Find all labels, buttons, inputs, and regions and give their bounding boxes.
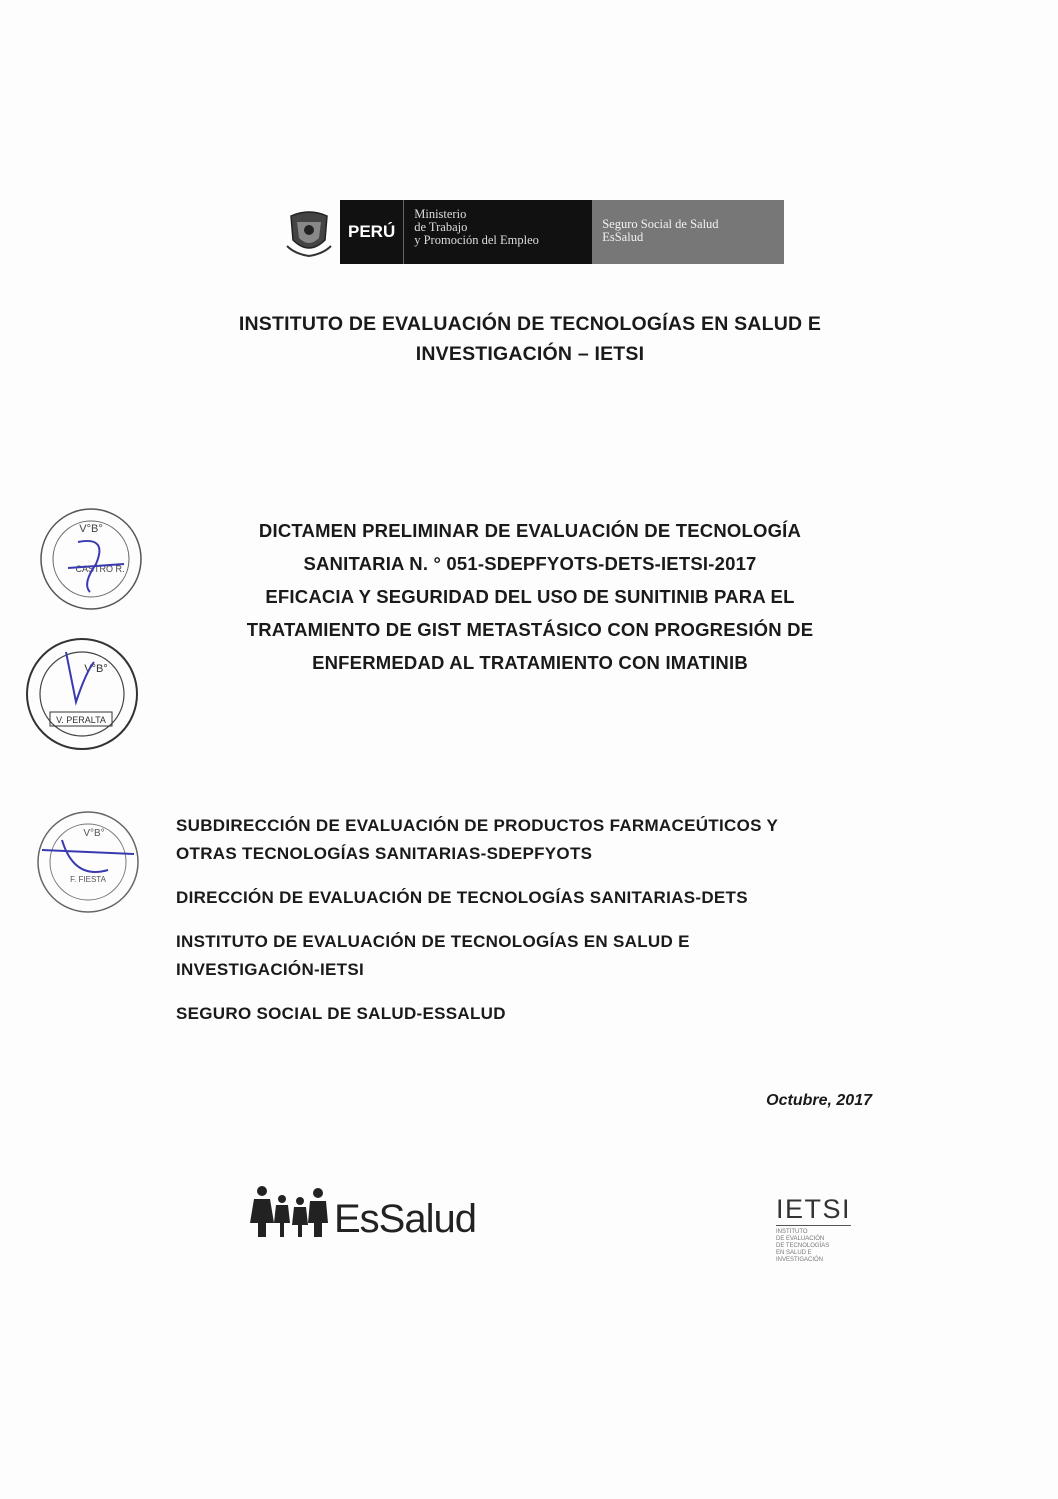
ministry-label: Ministerio de Trabajo y Promoción del Empleo	[403, 200, 592, 264]
unit-sdepfyots: SUBDIRECCIÓN DE EVALUACIÓN DE PRODUCTOS FARMACEÚTICOS Y OTRAS TECNOLOGÍAS SANITARIAS-SDEPFYOTS	[176, 816, 779, 863]
stamp-name-text: F. FIESTA	[70, 875, 106, 884]
stamp-vb-text: V°B°	[83, 828, 105, 839]
essalud-wordmark: EsSalud	[334, 1197, 476, 1241]
ietsi-wordmark: IETSI	[776, 1194, 852, 1224]
unit-ietsi: INSTITUTO DE EVALUACIÓN DE TECNOLOGÍAS EN SALUD E INVESTIGACIÓN-IETSI	[176, 932, 690, 979]
unit-dets: DIRECCIÓN DE EVALUACIÓN DE TECNOLOGÍAS SANITARIAS-DETS	[176, 888, 748, 907]
unit-essalud: SEGURO SOCIAL DE SALUD-ESSALUD	[176, 1004, 506, 1023]
stamp-name-text: V. PERALTA	[56, 715, 106, 725]
document-date: Octubre, 2017	[766, 1092, 872, 1109]
dictamen-title: DICTAMEN PRELIMINAR DE EVALUACIÓN DE TECNOLOGÍA SANITARIA N. ° 051-SDEPFYOTS-DETS-IETSI-2017 EFICACIA Y SEGURIDAD DEL USO DE SUNITINIB PARA EL TRATAMIENTO DE GIST METASTÁSICO CON PROGRESIÓN DE ENFERMEDAD AL TRATAMIENTO CON IMATINIB	[246, 520, 814, 673]
approval-stamp-3	[34, 810, 142, 919]
institute-title: INSTITUTO DE EVALUACIÓN DE TECNOLOGÍAS EN SALUD E INVESTIGACIÓN – IETSI	[238, 313, 822, 365]
ietsi-logo	[776, 1196, 851, 1264]
country-label: PERÚ	[340, 200, 403, 264]
responsible-units	[176, 812, 778, 1044]
national-shield-icon	[278, 200, 340, 264]
essalud-logo	[250, 1183, 476, 1239]
family-figures-icon	[250, 1183, 330, 1239]
approval-stamp-1	[38, 506, 144, 617]
ietsi-subtitle: INSTITUTO DE EVALUACIÓN DE TECNOLOGÍAS EN SALUD E INVESTIGACIÓN	[776, 1229, 830, 1263]
approval-stamp-2	[24, 632, 140, 761]
stamp-vb-text: V°B°	[79, 523, 103, 535]
entity-label: Seguro Social de Salud EsSalud	[592, 200, 784, 264]
stamp-name-text: CASTRO R.	[75, 564, 125, 574]
government-banner	[278, 200, 784, 264]
stamp-vb-text: V°B°	[84, 663, 108, 675]
